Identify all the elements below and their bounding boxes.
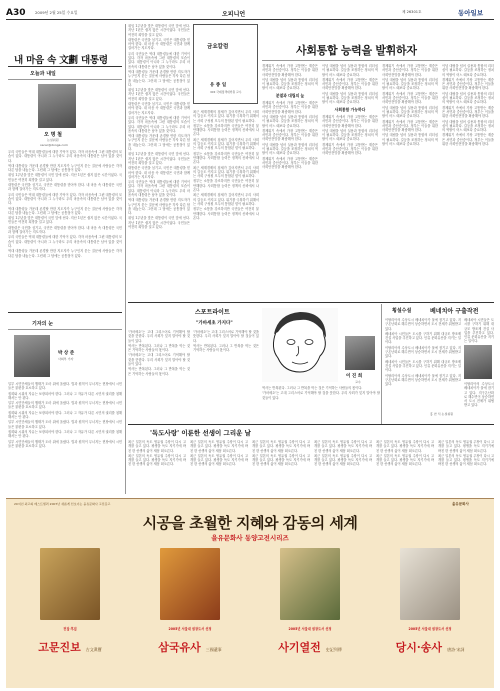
book-cover-3[interactable] [280,548,340,620]
paragraph: 최근 일본의 독도 영유권 주장이 다시 고개를 들고 있다. 평생을 독도 지키기에 바친 한 선생의 삶이 새삼 떠오른다. [190,453,248,467]
header-rule [6,19,494,20]
paragraph: 우리 국민들은 역대 대통령들에 대한 기억이 있다. 각자 마음속에 그린 대통령의 모습이 있다. 대통령이 아니라 그 누구라도 우리 마음속의 대통령은 남아 있을 것이다. [8,235,122,248]
main-col-2 [322,64,378,300]
paragraph: 역대 대통령들 가운데 존경할 만한 지도자가 누구인지 묻는 질문에 사람들은 각자 다른 답을 내놓는다. 그런데 그 답에는 공통점이 있다. [128,69,190,87]
paragraph: '가마세초'는 고대 그리스어로 기억해야 할 것을 뜻한다. 우리 사회가 잊지 말아야 할 것들이 있다. [128,353,190,367]
lower-center-text [128,330,190,420]
paragraph: 우리 국민들은 역대 대통령들에 대한 기억이 있다. 각자 마음속에 그린 대통령의 모습이 있다. 대통령이 아니라 그 누구라도 우리 마음속의 대통령은 남아 있을 것이다. [128,51,190,69]
paragraph: 경제위기 속에서 가장 고통받는 계층은 서민과 중산층이다. 정부는 이들을 위한 사회안전망을 확충해야 한다. [382,64,438,77]
column-tag-rule [8,79,122,80]
paragraph: 취임 1주년을 맞은 대통령이 국민 앞에 선다. 지난 1년은 쉽지 않은 시간이었다. 국민들은 여전히 희망을 걸고 있다. [128,88,190,101]
column-tag-reporter: 기자의 눈 [32,321,54,327]
paragraph: '가마세초'는 고대 그리스어로 기억해야 할 것을 뜻한다. 우리 사회가 잊지 말아야 할 것들이 있다. [193,330,259,343]
main-col-3 [382,64,438,300]
paragraph: 역사는 반복된다. 그러나 그 반복을 막는 것은 기억하는 사람들의 몫이다. [262,386,363,390]
bottom-strip-title: '독도사랑' 이룬한 선생이 그리운 날 [150,429,251,437]
paragraph: 최근 세계경제의 침체가 깊어지면서 우리 사회의 갈등도 커지고 있다. 위기를 극복하기 위해서는 사회 구성원 모두의 통합된 힘이 필요하다. [193,193,259,206]
book-name: 고문진보 [38,641,81,654]
paragraph: '가마세초'는 고대 그리스어로 기억해야 할 것을 뜻한다. 우리 사회가 잊지 말아야 할 것들이 있다. [128,330,190,343]
paragraph: 역대 대통령들 가운데 존경할 만한 지도자가 누구인지 묻는 질문에 사람들은 각자 다른 답을 내놓는다. 그런데 그 답에는 공통점이 있다. [128,134,190,152]
paragraph: 이념 대립을 넘어 실용과 통합의 리더십이 필요하다. 갈등을 조정하는 정치의 역할이 어느 때보다 중요하다. [442,64,494,77]
paragraph: 경제위기 속에서 가장 고통받는 계층은 서민과 중산층이다. 정부는 이들을 위한 사회안전망을 확충해야 한다. [382,119,438,133]
book-name: 사기열전 [278,641,321,654]
paragraph: 취임 1주년을 맞은 대통령이 국민 앞에 선다. 지난 1년은 쉽지 않은 시간이었다. 국민들은 여전히 희망을 걸고 있다. [8,216,122,225]
paragraph: 경제위기 속에서 가장 고통받는 계층은 서민과 중산층이다. 정부는 이들을 위한 사회안전망을 확충해야 한다. [322,142,378,156]
paragraph: 역대 대통령들 가운데 존경할 만한 지도자가 누구인지 묻는 질문에 사람들은 각자 다른 답을 내놓는다. 그런데 그 답에는 공통점이 있다. [8,163,122,173]
column-tag-today: 오늘과 내일 [30,71,56,77]
paragraph: 취임 1주년을 맞은 대통령이 국민 앞에 선다. 지난 1년은 쉽지 않은 시간이었다. 국민들은 여전히 희망을 걸고 있다. [128,24,190,37]
paragraph: 이념 대립을 넘어 실용과 통합의 리더십이 필요하다. 갈등을 조정하는 정치의 역할이 어느 때보다 중요하다. [442,119,494,133]
spotlight-text [193,330,259,370]
left-article-body [8,150,122,308]
paragraph: 이탈리아의 수상도시 베네치아가 물에 잠기고 있다. 지구온난화로 해수면이 상승하면서 도시 전체가 위협받고 있다. [464,382,494,408]
paragraph: 대통령은 국민을 섬기고, 국민은 대통령을 믿어야 한다. 내 마음 속 대통령은 국민과 함께 걸어가는 지도자다. [128,166,190,179]
paragraph: 우리 국민들은 역대 대통령들에 대한 기억이 있다. 각자 마음속에 그린 대통령의 모습이 있다. 대통령이 아니라 그 누구라도 우리 마음속의 대통령은 남아 있을 것이다. [128,115,190,133]
paragraph: 집회와 시위의 자유는 보장되어야 한다. 그러나 그 자유가 다른 시민의 권리를 침해해서는 안 된다. [8,429,122,439]
paragraph: 이념 대립을 넘어 실용과 통합의 리더십이 필요하다. 갈등을 조정하는 정치의 역할이 어느 때보다 중요하다. [322,128,378,142]
book-title-3[interactable] [260,636,360,655]
book-cover-4[interactable] [400,548,460,620]
bottom-strip-col-5 [376,440,434,494]
cartoonist-title: 교수 [355,380,361,384]
main-col-4 [442,64,494,300]
book-title-2[interactable] [140,636,240,655]
paragraph: 이념 대립을 넘어 실용과 통합의 리더십이 필요하다. 갈등을 조정하는 정치의 역할이 어느 때보다 중요하다. [262,77,318,91]
book-hanja: 三國遺事 [205,647,222,652]
book-cover-1[interactable] [40,548,100,620]
paragraph: 경제위기 속에서 가장 고통받는 계층은 서민과 중산층이다. 정부는 이들을 위한 사회안전망을 확충해야 한다. [442,77,494,91]
friday-column-body [193,110,259,300]
paragraph: 최근 일본의 독도 영유권 주장이 다시 고개를 들고 있다. 평생을 독도 지키기에 바친 한 선생의 삶이 새삼 떠오른다. [128,440,186,453]
left-section-divider [8,312,122,313]
paragraph: 이념 대립을 넘어 실용과 통합의 리더십이 필요하다. 갈등을 조정하는 정치의 역할이 어느 때보다 중요하다. [262,142,318,156]
cartoonist-photo [345,336,375,370]
paragraph: 우리 국민들은 역대 대통령들에 대한 기억이 있다. 각자 마음속에 그린 대통령의 모습이 있다. 대통령이 아니라 그 누구라도 우리 마음속의 대통령은 남아 있을 것이다. [8,150,122,163]
bottom-strip-rule [128,424,494,425]
section-title: 오피니언 [222,11,246,18]
right-column-byline: 홍 찬 식 논설위원 [430,412,454,416]
paragraph: 경제위기 속에서 가장 고통받는 계층은 서민과 중산층이다. 정부는 이들을 위한 사회안전망을 확충해야 한다. [442,105,494,119]
paragraph: 역사는 반복된다. 그러나 그 반복을 막는 것은 기억하는 사람들의 몫이다. [193,343,259,353]
paragraph: 대통령은 국민을 섬기고, 국민은 대통령을 믿어야 한다. 내 마음 속 대통령은 국민과 함께 걸어가는 지도자다. [8,183,122,192]
paragraph: 일부 시민단체들의 행태가 도마 위에 올랐다. 법과 원칙이 무너지는 현장에서 시민들은 불편을 호소하고 있다. [8,439,122,448]
paragraph: 역대 대통령들 가운데 존경할 만한 지도자가 누구인지 묻는 질문에 사람들은 각자 다른 답을 내놓는다. 그런데 그 답에는 공통점이 있다. [8,206,122,215]
paragraph: 이탈리아의 수상도시 베네치아가 물에 잠기고 있다. 지구온난화로 해수면이 상승하면서 도시 전체가 위협받고 있다. [385,318,461,331]
reporter-body [8,382,122,492]
paragraph: 최근 일본의 독도 영유권 주장이 다시 고개를 들고 있다. 평생을 독도 지키기에 바친 한 선생의 삶이 새삼 떠오른다. [190,440,248,453]
reporter-photo [14,335,50,377]
headline-rule [262,60,494,61]
ad-headline: 시공을 초월한 지혜와 감동의 세계 [142,514,358,532]
paragraph: 경제위기 속에서 가장 고통받는 계층은 서민과 중산층이다. 정부는 이들을 위한 사회안전망을 확충해야 한다. [262,156,318,170]
paragraph: 이념 대립을 넘어 실용과 통합의 리더십이 필요하다. 갈등을 조정하는 정치의 역할이 어느 때보다 중요하다. [382,105,438,119]
paragraph: 경제위기 속에서 가장 고통받는 계층은 서민과 중산층이다. 정부는 이들을 위한 사회안전망을 확충해야 한다. [262,128,318,142]
book-edition-2: 2005년 서울대 권장도서 선정 [168,627,212,631]
paragraph: 정부는 소통을 강조하지만 국민들은 여전히 불안해한다. 사회통합 능력은 정책의 신뢰에서 나온다. [193,179,259,193]
issue-number: 제 26301호 [402,10,422,14]
paragraph: 최근 일본의 독도 영유권 주장이 다시 고개를 들고 있다. 평생을 독도 지키기에 바친 한 선생의 삶이 새삼 떠오른다. [438,453,494,467]
paragraph: '가마세초'는 고대 그리스어로 기억해야 할 것을 뜻한다. 우리 사회가 잊지 말아야 할 것들이 있다. [262,391,380,400]
author-title: 논설위원 [47,138,59,142]
paragraph: 최근 세계경제의 침체가 깊어지면서 우리 사회의 갈등도 커지고 있다. 위기를 극복하기 위해서는 사회 구성원 모두의 통합된 힘이 필요하다. [193,110,259,123]
ad-subline: 을유문화사 동양고전시리즈 [211,534,289,542]
left-title-rule [8,66,122,67]
book-cover-2[interactable] [160,548,220,620]
paragraph: 집회와 시위의 자유는 보장되어야 한다. 그러나 그 자유가 다른 시민의 권리를 침해해서는 안 된다. [8,391,122,400]
paragraph: 최근 일본의 독도 영유권 주장이 다시 고개를 들고 있다. 평생을 독도 지키기에 바친 한 선생의 삶이 새삼 떠오른다. [252,453,310,467]
cartoonist-name: 이 진 희 [346,374,363,379]
lower-mid-text [262,386,380,422]
right-column-title: 베네치아 구출작전 [430,308,479,315]
paragraph: 일부 시민단체들의 행태가 도마 위에 올랐다. 법과 원칙이 무너지는 현장에서 시민들은 불편을 호소하고 있다. [8,420,122,429]
author-photo [38,84,76,128]
ad-publisher-small: 을유문화사 [452,502,469,506]
paragraph: 역대 대통령들 가운데 존경할 만한 지도자가 누구인지 묻는 질문에 사람들은 각자 다른 답을 내놓는다. 그런데 그 답에는 공통점이 있다. [128,198,190,216]
paragraph: 최근 세계경제의 침체가 깊어지면서 우리 사회의 갈등도 커지고 있다. 위기를 극복하기 위해서는 사회 구성원 모두의 통합된 힘이 필요하다. [193,137,259,151]
paragraph: 경제위기 속에서 가장 고통받는 계층은 서민과 중산층이다. 정부는 이들을 위한 사회안전망을 확충해야 한다. [382,91,438,105]
main-col-1 [262,64,318,300]
paragraph: 최근 일본의 독도 영유권 주장이 다시 고개를 들고 있다. 평생을 독도 지키기에 바친 한 선생의 삶이 새삼 떠오른다. [314,440,372,453]
caricature-illustration [262,308,338,382]
paragraph: 역사는 반복된다. 그러나 그 반복을 막는 것은 기억하는 사람들의 몫이다. [128,343,190,353]
left-article-title: 내 마음 속 文劃 대통령 [14,55,108,66]
book-name: 삼국유사 [158,641,201,654]
paragraph: 일부 시민단체들의 행태가 도마 위에 올랐다. 법과 원칙이 무너지는 현장에서 시민들은 불편을 호소하고 있다. [8,382,122,391]
right-column-photo [464,345,492,379]
author-email: oscar@donga.com [40,143,68,147]
paragraph: 경제위기 속에서 가장 고통받는 계층은 서민과 중산층이다. 정부는 이들을 위한 사회안전망을 확충해야 한다. [442,133,494,147]
paragraph: 취임 1주년을 맞은 대통령이 국민 앞에 선다. 지난 1년은 쉽지 않은 시간이었다. 국민들은 여전히 희망을 걸고 있다. [128,216,190,230]
paragraph: 우리 국민들은 역대 대통령들에 대한 기억이 있다. 각자 마음속에 그린 대통령의 모습이 있다. 대통령이 아니라 그 누구라도 우리 마음속의 대통령은 남아 있을 것이다. [128,180,190,197]
book-hanja: 古文眞寶 [85,647,102,652]
paragraph: 이념 대립을 넘어 실용과 통합의 리더십이 필요하다. 갈등을 조정하는 정치의 역할이 어느 때보다 중요하다. [382,133,438,147]
paragraph: 정부는 소통을 강조하지만 국민들은 여전히 불안해한다. 사회통합 능력은 정책의 신뢰에서 나온다. [193,207,259,220]
paragraph: 이념 대립을 넘어 실용과 통합의 리더십이 필요하다. 갈등을 조정하는 정치의 역할이 어느 때보다 중요하다. [262,114,318,128]
column-separator-2 [381,304,382,424]
paragraph: 우리 국민들은 역대 대통령들에 대한 기억이 있다. 각자 마음속에 그린 대통령의 모습이 있다. 대통령이 아니라 그 누구라도 우리 마음속의 대통령은 남아 있을 것이다. [8,192,122,206]
paragraph: 베네치아 시민들은 도시를 구하기 위해 대규모 방조제 건설 사업을 추진하고 있다. 인류 문화유산을 지키는 일이다. [464,318,494,344]
paragraph: 취임 1주년을 맞은 대통령이 국민 앞에 선다. 지난 1년은 쉽지 않은 시간이었다. 국민들은 여전히 희망을 걸고 있다. [128,152,190,165]
book-title-4[interactable] [380,636,480,655]
book-title-1[interactable] [20,636,120,655]
reporter-title: 사회부 기자 [58,357,74,361]
ad-small-top: 20여년 최고의 베스트셀러 2007년 새롭게 선보이는 을유문화사 고전문고 [14,502,111,506]
spotlight-subtitle: "가바세초 가지다" [196,321,233,326]
paragraph: 대통령은 국민을 섬기고, 국민은 대통령을 믿어야 한다. 내 마음 속 대통령은 국민과 함께 걸어가는 지도자다. [128,37,190,51]
book-name: 당시·송사 [395,641,442,654]
book-edition-4: 2005년 서울대 권장도서 선정 [408,627,452,631]
paragraph: 이념 대립을 넘어 실용과 통합의 리더십이 필요하다. 갈등을 조정하는 정치의 역할이 어느 때보다 중요하다. [382,77,438,91]
subhead-1: 분열과 대립의 늪 [275,92,305,98]
bottom-strip-col-1 [128,440,186,494]
paragraph: 베네치아 시민들은 도시를 구하기 위해 대규모 방조제 건설 사업을 추진하고 있다. 인류 문화유산을 지키는 일이다. [385,359,461,373]
bottom-strip-col-6 [438,440,494,494]
right-column-body [385,318,461,418]
page-number: A30 [6,8,26,18]
paragraph: 이탈리아의 수상도시 베네치아가 물에 잠기고 있다. 지구온난화로 해수면이 상승하면서 도시 전체가 위협받고 있다. [385,373,461,387]
columnist-title: KDI 국제정책대학원 교수 [210,90,242,94]
center-text-column [128,24,190,299]
subhead-2: 사회통합 가능하다 [334,106,366,112]
bottom-strip-col-3 [252,440,310,494]
paragraph: 취임 1주년을 맞은 대통령이 국민 앞에 선다. 지난 1년은 쉽지 않은 시간이었다. 국민들은 여전히 희망을 걸고 있다. [8,173,122,182]
bottom-strip-col-2 [190,440,248,494]
paragraph: 역사는 반복된다. 그러나 그 반복을 막는 것은 기억하는 사람들의 몫이다. [128,367,190,376]
author-name: 오 명 철 [44,132,62,138]
book-hanja: 唐詩·宋詞 [447,647,465,652]
reporter-tag-rule [8,329,122,330]
columnist-name: 유 종 일 [210,83,227,88]
paragraph: 이념 대립을 넘어 실용과 통합의 리더십이 필요하다. 갈등을 조정하는 정치의 역할이 어느 때보다 중요하다. [322,91,378,105]
paragraph: 최근 일본의 독도 영유권 주장이 다시 고개를 들고 있다. 평생을 독도 지키기에 바친 한 선생의 삶이 새삼 떠오른다. [128,453,186,467]
paragraph: 최근 일본의 독도 영유권 주장이 다시 고개를 들고 있다. 평생을 독도 지키기에 바친 한 선생의 삶이 새삼 떠오른다. [314,453,372,467]
paragraph: 최근 일본의 독도 영유권 주장이 다시 고개를 들고 있다. 평생을 독도 지키기에 바친 한 선생의 삶이 새삼 떠오른다. [376,440,434,453]
paragraph: 최근 세계경제의 침체가 깊어지면서 우리 사회의 갈등도 커지고 있다. 위기를 극복하기 위해서는 사회 구성원 모두의 통합된 힘이 필요하다. [193,165,259,179]
paragraph: 대통령은 국민을 섬기고, 국민은 대통령을 믿어야 한다. 내 마음 속 대통령은 국민과 함께 걸어가는 지도자다. [128,102,190,115]
right-column-tag: 횡설수설 [392,308,412,314]
right-narrow-text-2 [464,382,494,410]
paragraph: 최근 일본의 독도 영유권 주장이 다시 고개를 들고 있다. 평생을 독도 지키기에 바친 한 선생의 삶이 새삼 떠오른다. [438,440,494,453]
spotlight-title: 스포트라이트 [195,309,230,316]
book-edition-1: 전집·후집 [63,627,77,631]
paragraph: 최근 일본의 독도 영유권 주장이 다시 고개를 들고 있다. 평생을 독도 지키기에 바친 한 선생의 삶이 새삼 떠오른다. [252,440,310,453]
newspaper-logo: 동아일보 [458,9,484,17]
paragraph: 베네치아 시민들은 도시를 구하기 위해 대규모 방조제 건설 사업을 추진하고 있다. 인류 문화유산을 지키는 일이다. [385,331,461,345]
mid-divider [128,302,494,303]
paragraph: 대통령은 국민을 섬기고, 국민은 대통령을 믿어야 한다. 내 마음 속 대통령은 국민과 함께 걸어가는 지도자다. [8,225,122,235]
book-edition-3: 2005년 서울대 권장도서 선정 [288,627,332,631]
paragraph: 최근 일본의 독도 영유권 주장이 다시 고개를 들고 있다. 평생을 독도 지키기에 바친 한 선생의 삶이 새삼 떠오른다. [376,453,434,467]
bottom-strip-col-4 [314,440,372,494]
paragraph: 일부 시민단체들의 행태가 도마 위에 올랐다. 법과 원칙이 무너지는 현장에서 시민들은 불편을 호소하고 있다. [8,401,122,410]
paragraph: 정부는 소통을 강조하지만 국민들은 여전히 불안해한다. 사회통합 능력은 정책의 신뢰에서 나온다. [193,151,259,165]
reporter-name: 박 상 준 [58,351,75,356]
issue-date: 2009년 2월 25일 수요일 [35,10,78,15]
paragraph: 경제위기 속에서 가장 고통받는 계층은 서민과 중산층이다. 정부는 이들을 위한 사회안전망을 확충해야 한다. [322,114,378,128]
column-separator-1 [125,24,126,494]
right-narrow-text [464,318,494,344]
paragraph: 집회와 시위의 자유는 보장되어야 한다. 그러나 그 자유가 다른 시민의 권리를 침해해서는 안 된다. [8,410,122,420]
paragraph: 경제위기 속에서 가장 고통받는 계층은 서민과 중산층이다. 정부는 이들을 위한 사회안전망을 확충해야 한다. [262,101,318,114]
paragraph: 역대 대통령들 가운데 존경할 만한 지도자가 누구인지 묻는 질문에 사람들은 각자 다른 답을 내놓는다. 그런데 그 답에는 공통점이 있다. [8,249,122,258]
paragraph: 경제위기 속에서 가장 고통받는 계층은 서민과 중산층이다. 정부는 이들을 위한 사회안전망을 확충해야 한다. [262,64,318,77]
main-headline: 사회통합 능력을 발휘하자 [296,44,417,57]
paragraph: 이념 대립을 넘어 실용과 통합의 리더십이 필요하다. 갈등을 조정하는 정치의 역할이 어느 때보다 중요하다. [322,64,378,77]
paragraph: 이탈리아의 수상도시 베네치아가 물에 잠기고 있다. 지구온난화로 해수면이 상승하면서 도시 전체가 위협받고 있다. [385,345,461,359]
paragraph: 정부는 소통을 강조하지만 국민들은 여전히 불안해한다. 사회통합 능력은 정책의 신뢰에서 나온다. [193,123,259,137]
book-hanja: 史記列傳 [325,647,342,652]
paragraph: 경제위기 속에서 가장 고통받는 계층은 서민과 중산층이다. 정부는 이들을 위한 사회안전망을 확충해야 한다. [322,77,378,91]
friday-column-title: 금요칼럼 [207,44,229,50]
paragraph: 이념 대립을 넘어 실용과 통합의 리더십이 필요하다. 갈등을 조정하는 정치의 역할이 어느 때보다 중요하다. [442,91,494,105]
